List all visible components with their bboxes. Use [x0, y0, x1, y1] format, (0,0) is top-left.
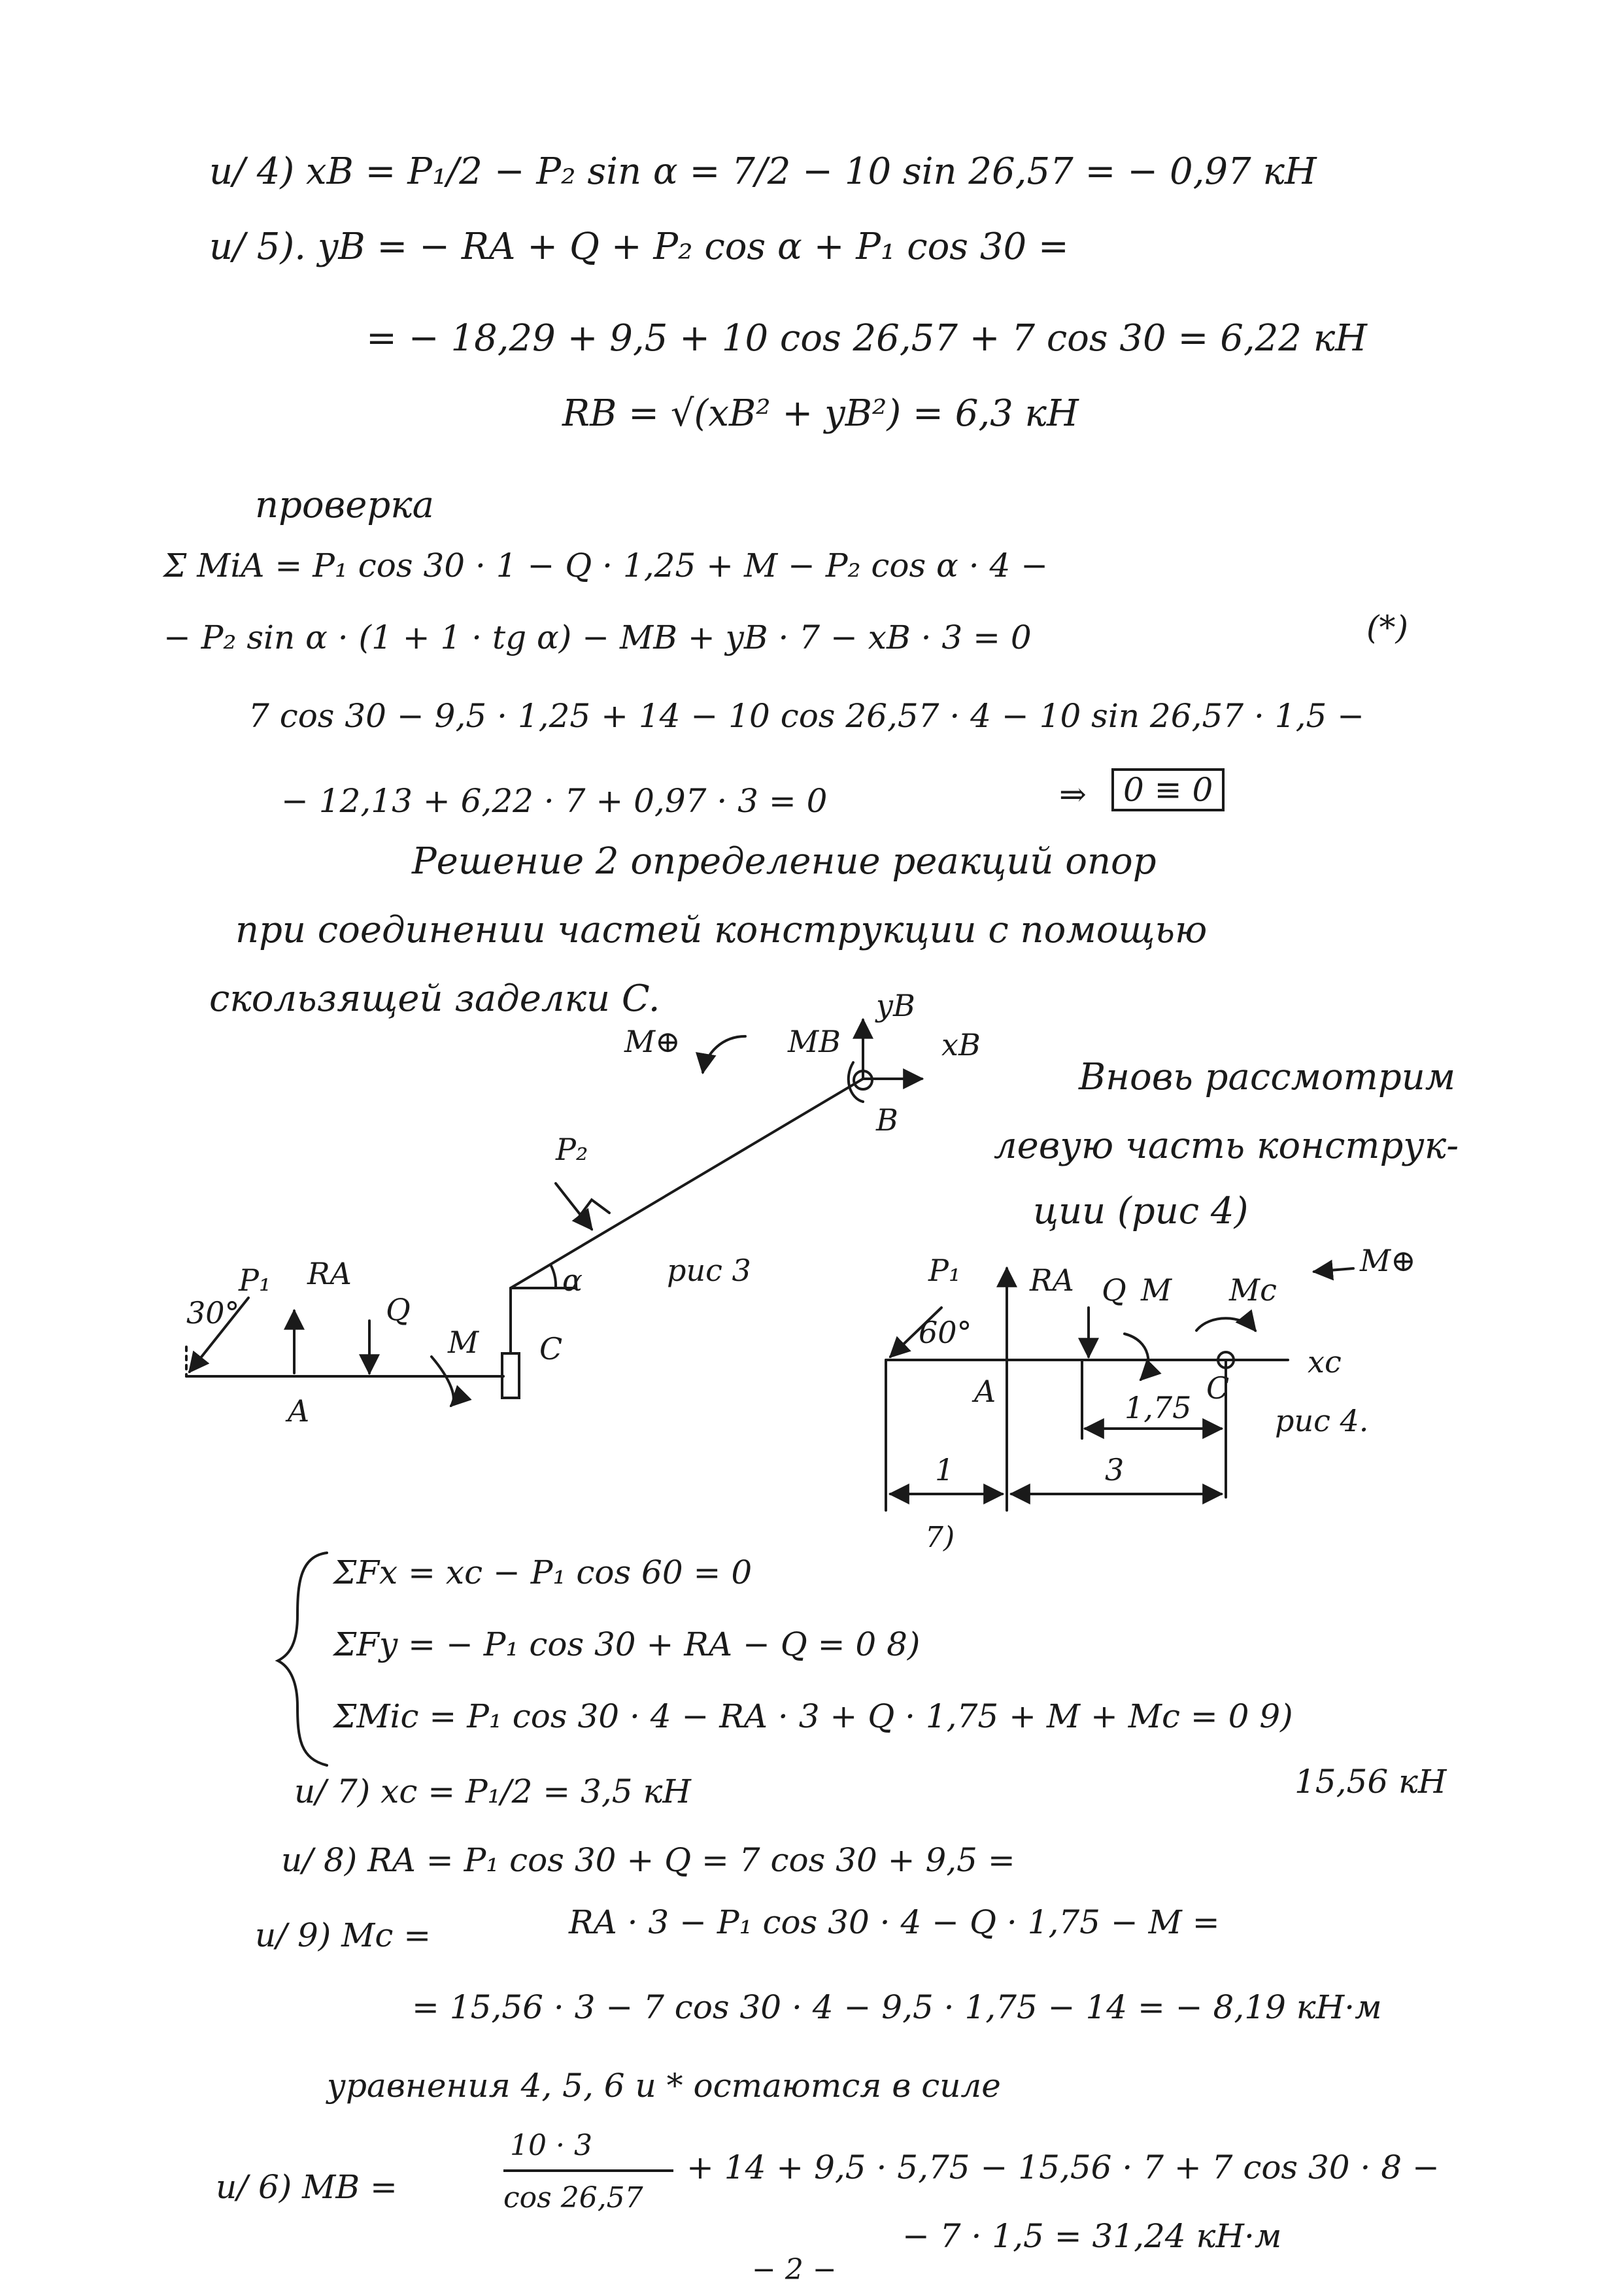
fig3-label-M: M — [448, 1325, 479, 1360]
alpha-arc — [550, 1264, 556, 1288]
note-line1: Вновь рассмотрим — [1079, 1056, 1456, 1098]
fig4-label-Q: Q — [1102, 1272, 1126, 1308]
eq-yB-value: = − 18,29 + 9,5 + 10 cos 26,57 + 7 cos 30 = 6,22 кН — [366, 317, 1367, 360]
eq-moment-A-3: 7 cos 30 − 9,5 · 1,25 + 14 − 10 cos 26,57 · 4 − 10 sin 26,57 · 1,5 − — [248, 697, 1365, 735]
fig4-dim-175: 1,75 — [1125, 1390, 1192, 1425]
fig3-label-B: B — [876, 1102, 898, 1138]
fig3-label-RA: RA — [307, 1256, 352, 1291]
remaining-equations-note: уравнения 4, 5, 6 и * остаются в силе — [327, 2067, 1001, 2105]
sol-MB-rest: + 14 + 9,5 · 5,75 − 15,56 · 7 + 7 cos 30 · 8 − — [686, 2148, 1440, 2186]
sol-Mc-value: = 15,56 · 3 − 7 cos 30 · 4 − 9,5 · 1,75 − 14 = − 8,19 кН·м — [412, 1988, 1382, 2026]
sol-MB-numerator: 10 · 3 — [510, 2129, 592, 2162]
fig4-label-A: A — [974, 1374, 996, 1409]
fig4-label-xc: xc — [1308, 1344, 1342, 1380]
system-eq-Fy: ΣFy = − P₁ cos 30 + RA − Q = 0 8) — [333, 1625, 921, 1663]
fig4-label-C: C — [1206, 1370, 1230, 1406]
moment-M-fig3 — [431, 1357, 454, 1406]
eq-moment-A-4: − 12,13 + 6,22 · 7 + 0,97 · 3 = 0 — [281, 782, 828, 820]
fig3-label-C: C — [539, 1331, 563, 1366]
system-brace — [278, 1553, 327, 1765]
eq-RB: RB = √(xB² + yB²) = 6,3 кН — [562, 392, 1079, 435]
fig4-caption: рис 4. — [1275, 1403, 1369, 1438]
sol-Mc-expr: RA · 3 − P₁ cos 30 · 4 − Q · 1,75 − M = — [569, 1903, 1220, 1941]
fig3-label-xB: xB — [941, 1027, 981, 1062]
moment-M-fig4 — [1125, 1334, 1148, 1380]
fig4-dim-3: 3 — [1105, 1452, 1125, 1487]
system-eq-Mc: ΣMic = P₁ cos 30 · 4 − RA · 3 + Q · 1,75 + M + Mc = 0 9) — [333, 1697, 1293, 1735]
fig3-label-P2: P₂ — [556, 1132, 588, 1167]
sol-Mc-label: и/ 9) Mc = — [255, 1916, 431, 1954]
eq-yB-start: и/ 5). yB = − RA + Q + P₂ cos α + P₁ cos 30 = — [209, 226, 1069, 268]
solution2-line2: при соединении частей конструкции с помощью — [235, 909, 1208, 951]
fig4-label-Mplus: M⊕ — [1360, 1243, 1416, 1278]
fig3-label-Q: Q — [386, 1292, 411, 1327]
fig3-label-MB: MB — [788, 1024, 841, 1059]
note-line3: ции (рис 4) — [1033, 1190, 1249, 1232]
implies-arrow: ⇒ — [1059, 775, 1087, 813]
right-angle-mark — [579, 1200, 609, 1217]
fig4-label-P1: P₁ — [928, 1253, 961, 1288]
note-line2: левую часть конструк- — [994, 1125, 1459, 1167]
solution2-title: Решение 2 определение реакций опор — [412, 840, 1157, 883]
fig3-label-Mplus: M⊕ — [624, 1024, 681, 1059]
fig3-label-P1: P₁ — [239, 1263, 271, 1298]
page-number: − 2 − — [752, 2253, 837, 2286]
fig4-label-M: M — [1141, 1272, 1172, 1308]
fig4-dim-1: 1 — [935, 1452, 955, 1487]
check-heading: проверка — [255, 484, 435, 526]
moment-Mc-arrow — [1196, 1318, 1255, 1331]
sol-RA: и/ 8) RA = P₁ cos 30 + Q = 7 cos 30 + 9,5 = — [281, 1841, 1015, 1879]
fig3-angle-30: 30° — [186, 1295, 240, 1331]
fig3-label-yB: yB — [876, 988, 915, 1023]
sol-xc: и/ 7) xc = P₁/2 = 3,5 кН — [294, 1773, 691, 1810]
fig4-label-Mc: Mc — [1229, 1272, 1277, 1308]
system-eq-Fx: ΣFx = xc − P₁ cos 60 = 0 — [333, 1553, 753, 1591]
sol-MB-denominator: cos 26,57 — [503, 2181, 643, 2215]
fig3-label-alpha: α — [562, 1263, 583, 1298]
eq-moment-A-2: − P₂ sin α · (1 + 1 · tg α) − MB + yB · 7 − xB · 3 = 0 — [163, 619, 1032, 656]
fig3-caption: рис 3 — [667, 1253, 751, 1288]
eq-moment-A-1: Σ MiA = P₁ cos 30 · 1 − Q · 1,25 + M − P₂ cos α · 4 − — [163, 547, 1049, 585]
fig4-angle-60: 60° — [919, 1315, 972, 1350]
fig3-label-A: A — [288, 1393, 310, 1429]
sol-MB-label: и/ 6) MB = — [216, 2168, 398, 2206]
eq-star-mark: (*) — [1366, 609, 1409, 647]
sol-RA-value: 15,56 кН — [1294, 1763, 1447, 1801]
sliding-clamp-C — [502, 1353, 519, 1398]
moment-Mplus-fig4 — [1314, 1268, 1353, 1272]
sol-MB-value: − 7 · 1,5 = 31,24 кН·м — [902, 2217, 1282, 2255]
fraction-bar — [503, 2169, 673, 2172]
identity-box: 0 ≡ 0 — [1111, 768, 1225, 811]
moment-Mplus-arrow — [703, 1036, 745, 1072]
eq-xB: и/ 4) xB = P₁/2 − P₂ sin α = 7/2 − 10 sin 26,57 = − 0,97 кН — [209, 150, 1317, 193]
system-eq-7-label: 7) — [925, 1521, 955, 1554]
fig4-label-RA: RA — [1030, 1263, 1074, 1298]
solution2-line3: скользящей заделки C. — [209, 977, 660, 1020]
